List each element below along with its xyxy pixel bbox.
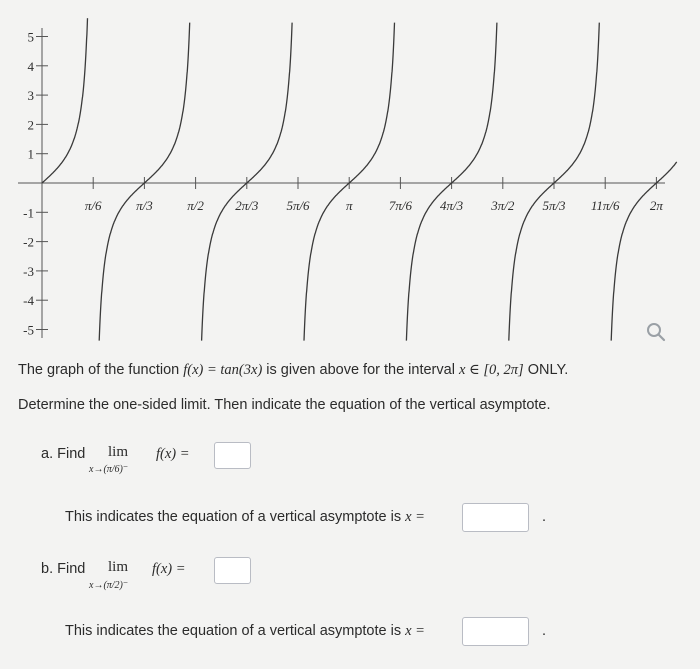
part-a-asymptote-var: x =: [405, 509, 425, 525]
part-a-fx: f(x) =: [156, 446, 190, 462]
intro-line-1: [18, 362, 568, 379]
x-tick-label: π/6: [84, 198, 102, 213]
part-b-period-dot: .: [542, 623, 547, 639]
y-tick-label: 3: [27, 88, 34, 104]
part-b-asymptote-answer-box[interactable]: [462, 617, 529, 646]
intro-suffix: ONLY.: [523, 362, 569, 378]
x-tick-label: π/2: [187, 198, 204, 213]
part-a-asymptote-answer-box[interactable]: [462, 503, 529, 532]
x-tick-label: π/3: [136, 198, 153, 213]
part-a-label: a. Find: [41, 446, 86, 462]
part-a-limit-answer-box[interactable]: [214, 442, 251, 469]
x-tick-label: 7π/6: [388, 198, 412, 213]
curve-branch: [42, 18, 88, 183]
intro-line-2: Determine the one-sided limit. Then indicate the equation of the vertical asymptote.: [18, 397, 551, 413]
interval-expression: x ∈ [0, 2π]: [458, 362, 524, 378]
y-tick-label: -4: [23, 293, 34, 309]
x-tick-label: 3π/2: [491, 198, 515, 213]
part-b-asymptote-var: x =: [405, 623, 425, 639]
y-tick-label: 1: [27, 146, 34, 162]
x-tick-label: 4π/3: [440, 198, 464, 213]
part-a-period-dot: .: [542, 509, 547, 525]
y-tick-label: -2: [23, 234, 34, 250]
y-tick-label: 4: [27, 58, 34, 74]
x-tick-label: π: [345, 198, 353, 213]
search-icon[interactable]: [646, 322, 666, 344]
x-tick-label: 11π/6: [590, 198, 620, 213]
x-tick-labels: [85, 198, 664, 213]
y-tick-label: 2: [27, 117, 34, 133]
part-b-label: b. Find: [41, 561, 86, 577]
x-tick-label: 5π/3: [542, 198, 566, 213]
part-a-asymptote-text: [65, 509, 425, 526]
x-tick-label: 2π/3: [235, 198, 259, 213]
part-a-approach: x→(π/6)⁻: [89, 464, 129, 475]
part-b-lim: lim: [108, 559, 129, 575]
y-tick-label: -1: [23, 205, 34, 221]
intro-middle: is given above for the interval: [262, 362, 459, 378]
part-b-approach: x→(π/2)⁻: [89, 580, 129, 591]
x-tick-label: 2π: [649, 198, 663, 213]
y-tick-label: 5: [27, 29, 34, 45]
x-tick-label: 5π/6: [286, 198, 310, 213]
graph-curves: [42, 18, 677, 340]
function-expression: f(x) = tan(3x): [183, 362, 263, 378]
part-a-lim: lim: [108, 444, 129, 460]
part-b-asymptote-text: [65, 623, 425, 640]
intro-prefix: The graph of the function: [18, 362, 184, 378]
y-tick-label: -5: [23, 322, 34, 338]
part-b-limit-answer-box[interactable]: [214, 557, 251, 584]
graph-axes: [18, 28, 665, 338]
part-b-fx: f(x) =: [152, 561, 186, 577]
y-tick-label: -3: [23, 263, 34, 279]
part-b-asymptote-label: This indicates the equation of a vertical asymptote is: [65, 623, 402, 639]
curve-branch: [611, 162, 677, 341]
part-a-asymptote-label: This indicates the equation of a vertical asymptote is: [65, 509, 402, 525]
